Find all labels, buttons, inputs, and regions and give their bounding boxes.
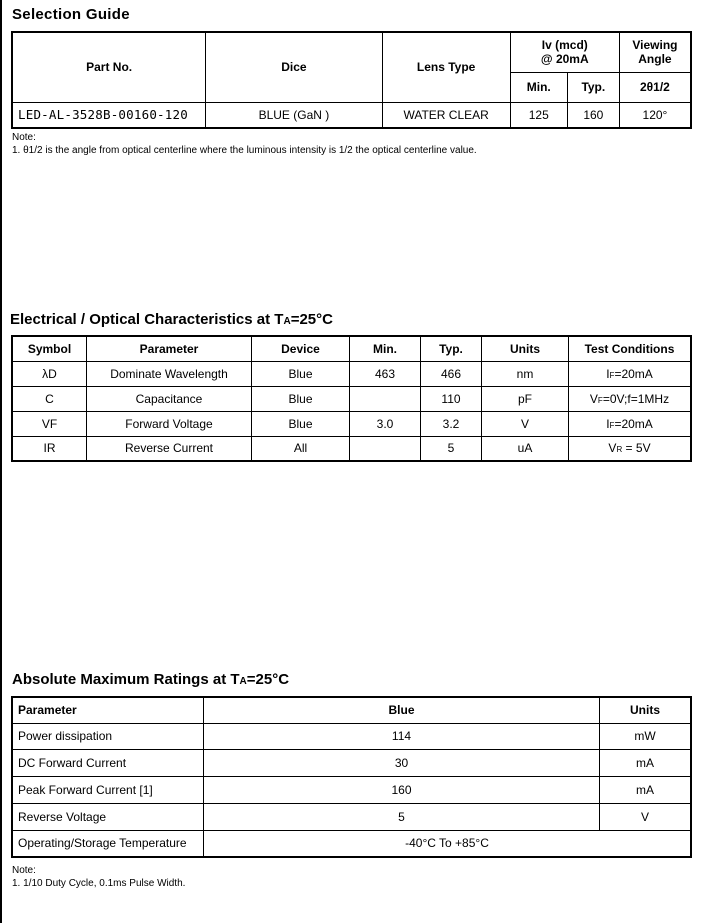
selection-guide-title: Selection Guide — [12, 6, 130, 23]
device-cell: All — [252, 436, 350, 461]
absolute-max-title-sub: A — [239, 676, 247, 687]
symbol-cell: IR — [12, 436, 87, 461]
parameter-cell: Reverse Current — [87, 436, 252, 461]
absolute-max-note — [12, 864, 185, 890]
electrical-title — [10, 311, 333, 328]
electrical-title-text: Electrical / Optical Characteristics at T — [10, 311, 284, 328]
electrical-title-suffix: =25°C — [290, 311, 333, 328]
header-parameter: Parameter — [87, 336, 252, 361]
condition-value: =20mA — [614, 366, 653, 381]
electrical-title-sub: A — [283, 316, 291, 327]
condition-symbol: I — [606, 366, 610, 381]
condition-cell — [569, 411, 692, 436]
units-cell: uA — [482, 436, 569, 461]
header-min: Min. — [350, 336, 421, 361]
electrical-table — [11, 335, 692, 462]
table-row — [12, 830, 691, 857]
condition-cell — [569, 361, 692, 386]
absolute-max-title-text: Absolute Maximum Ratings at T — [12, 671, 240, 688]
units-cell: mA — [600, 776, 692, 803]
units-cell: nm — [482, 361, 569, 386]
typ-cell: 110 — [421, 386, 482, 411]
selection-guide-table — [11, 31, 692, 129]
units-cell: V — [600, 803, 692, 830]
condition-symbol: I — [606, 416, 610, 431]
value-cell: 160 — [204, 776, 600, 803]
parameter-cell: Operating/Storage Temperature — [12, 830, 204, 857]
note-title: Note: — [12, 132, 36, 143]
header-viewing-line2: Angle — [638, 52, 672, 67]
parameter-cell: Power dissipation — [12, 723, 204, 749]
header-viewing-line1: Viewing — [632, 38, 678, 53]
units-cell: V — [482, 411, 569, 436]
condition-symbol: V — [608, 441, 617, 456]
typ-cell: 466 — [421, 361, 482, 386]
symbol-cell: VF — [12, 411, 87, 436]
table-row — [12, 803, 691, 830]
symbol-cell: λD — [12, 361, 87, 386]
symbol-cell: C — [12, 386, 87, 411]
value-cell: -40°C To +85°C — [204, 830, 692, 857]
min-cell — [350, 386, 421, 411]
min-cell — [350, 436, 421, 461]
condition-value: =0V;f=1MHz — [602, 391, 670, 406]
table-row — [12, 386, 691, 411]
header-iv — [510, 32, 619, 72]
note-text: 1. θ1/2 is the angle from optical centerline where the luminous intensity is 1/2 the optical centerline value. — [12, 145, 477, 156]
header-min: Min. — [510, 72, 567, 102]
parameter-cell: Dominate Wavelength — [87, 361, 252, 386]
condition-value: = 5V — [622, 441, 651, 456]
header-iv-line2: @ 20mA — [540, 52, 589, 67]
header-units: Units — [482, 336, 569, 361]
header-units: Units — [600, 697, 692, 723]
table-row — [12, 411, 691, 436]
dice-cell: BLUE (GaN ) — [206, 102, 382, 128]
selection-note — [12, 131, 477, 157]
iv-min-cell: 125 — [510, 102, 567, 128]
condition-sub: F — [609, 420, 615, 430]
units-cell: mW — [600, 723, 692, 749]
parameter-cell: Reverse Voltage — [12, 803, 204, 830]
table-row — [12, 723, 691, 749]
header-lens-type: Lens Type — [382, 32, 510, 102]
device-cell: Blue — [252, 361, 350, 386]
header-viewing-angle — [619, 32, 691, 72]
typ-cell: 5 — [421, 436, 482, 461]
header-test-conditions: Test Conditions — [569, 336, 692, 361]
min-cell: 3.0 — [350, 411, 421, 436]
viewing-angle-cell: 120° — [619, 102, 691, 128]
value-cell: 30 — [204, 749, 600, 776]
absolute-max-title — [12, 671, 289, 688]
header-typ: Typ. — [567, 72, 619, 102]
note-text: 1. 1/10 Duty Cycle, 0.1ms Pulse Width. — [12, 878, 186, 889]
table-row — [12, 776, 691, 803]
table-row — [12, 436, 691, 461]
header-theta: 2θ1/2 — [619, 72, 691, 102]
value-cell: 5 — [204, 803, 600, 830]
lens-type-cell: WATER CLEAR — [382, 102, 510, 128]
absolute-max-title-suffix: =25°C — [246, 671, 290, 688]
condition-value: =20mA — [614, 416, 653, 431]
condition-cell — [569, 436, 692, 461]
value-cell: 114 — [204, 723, 600, 749]
absolute-max-table — [11, 696, 692, 858]
condition-sub: F — [609, 370, 615, 380]
parameter-cell: Forward Voltage — [87, 411, 252, 436]
header-blue: Blue — [204, 697, 600, 723]
condition-sub: R — [616, 445, 623, 455]
units-cell: pF — [482, 386, 569, 411]
part-number-cell: LED-AL-3528B-00160-120 — [12, 102, 206, 128]
header-part-no: Part No. — [12, 32, 206, 102]
condition-sub: F — [597, 395, 603, 405]
parameter-cell: Peak Forward Current [1] — [12, 776, 204, 803]
header-iv-line1: Iv (mcd) — [541, 38, 588, 53]
min-cell: 463 — [350, 361, 421, 386]
condition-cell — [569, 386, 692, 411]
typ-cell: 3.2 — [421, 411, 482, 436]
header-typ: Typ. — [421, 336, 482, 361]
device-cell: Blue — [252, 411, 350, 436]
header-device: Device — [252, 336, 350, 361]
iv-typ-cell: 160 — [567, 102, 619, 128]
header-dice: Dice — [206, 32, 382, 102]
parameter-cell: DC Forward Current — [12, 749, 204, 776]
page-left-border — [0, 0, 2, 923]
condition-symbol: V — [589, 391, 598, 406]
header-symbol: Symbol — [12, 336, 87, 361]
note-title: Note: — [12, 865, 36, 876]
device-cell: Blue — [252, 386, 350, 411]
table-row — [12, 749, 691, 776]
table-row — [12, 361, 691, 386]
header-parameter: Parameter — [12, 697, 204, 723]
units-cell: mA — [600, 749, 692, 776]
parameter-cell: Capacitance — [87, 386, 252, 411]
